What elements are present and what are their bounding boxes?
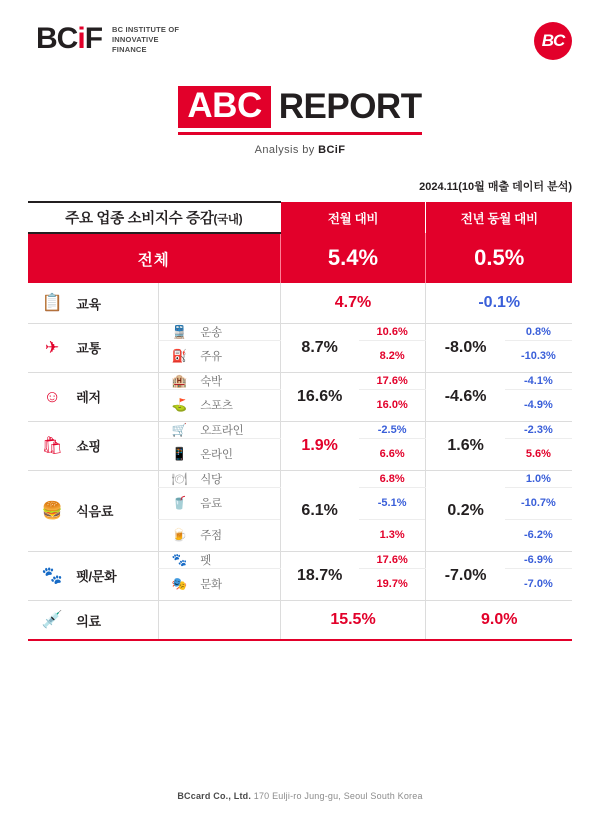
hotel-icon: 🏨 <box>158 372 200 389</box>
mom-value: 8.7% <box>280 323 359 372</box>
sub-yoy-value: -10.7% <box>505 487 572 519</box>
consumption-index-table <box>28 201 572 641</box>
total-label: 전체 <box>28 233 280 283</box>
sub-yoy-value: -2.3% <box>505 421 572 438</box>
total-mom-value: 5.4% <box>280 233 426 283</box>
sub-yoy-value: -10.3% <box>520 350 556 363</box>
category-label: 식음료 <box>76 504 114 520</box>
shopping-icon: 🛍 <box>41 435 63 455</box>
category-label: 의료 <box>76 613 101 629</box>
yoy-value: 9.0% <box>426 600 572 640</box>
sub-yoy-value: -4.9% <box>523 399 553 412</box>
table-row <box>28 323 572 340</box>
sub-mom-value: -5.1% <box>359 487 426 519</box>
mom-value: 6.1% <box>280 470 359 551</box>
table-row <box>28 551 572 568</box>
sub-mom-value: 17.6% <box>359 551 426 568</box>
education-icon: 📋 <box>41 293 63 312</box>
brand-logo <box>36 22 179 55</box>
culture-icon: 🎭 <box>158 568 200 600</box>
fuel-icon: ⛽ <box>158 340 200 372</box>
category-label: 교육 <box>76 296 101 312</box>
sub-icon-empty <box>158 600 200 640</box>
sub-yoy-value: -6.9% <box>505 551 572 568</box>
sub-yoy-value: -4.1% <box>505 372 572 389</box>
yoy-value: 1.6% <box>426 421 505 470</box>
sub-label: 주유 <box>200 351 222 364</box>
sub-label: 온라인 <box>200 449 233 462</box>
sub-yoy-value: 1.0% <box>505 470 572 487</box>
yoy-value: -7.0% <box>426 551 505 600</box>
table-row <box>28 372 572 389</box>
brand-subtitle-line-1: BC INSTITUTE OF <box>112 25 180 34</box>
sub-mom-value: 19.7% <box>376 578 408 591</box>
leisure-icon: ☺ <box>43 386 61 406</box>
sub-mom-value: -2.5% <box>359 421 426 438</box>
sub-label: 오프라인 <box>200 421 280 438</box>
yoy-value: -8.0% <box>426 323 505 372</box>
sub-yoy-value: -6.2% <box>523 529 553 542</box>
header-mom: 전월 대비 <box>280 202 426 233</box>
report-title-block <box>0 86 600 156</box>
page-header <box>0 0 600 60</box>
sub-label: 숙박 <box>200 372 280 389</box>
restaurant-icon: 🍽 <box>158 470 200 487</box>
brand-subtitle-line-2: INNOVATIVE <box>112 35 159 45</box>
report-subtitle <box>0 144 600 156</box>
sub-label: 주점 <box>200 530 222 543</box>
subtitle-prefix: Analysis by <box>254 144 319 157</box>
category-label: 펫/문화 <box>76 569 117 585</box>
online-store-icon: 📱 <box>158 438 200 470</box>
subtitle-brand: BCiF <box>318 144 346 157</box>
beverage-icon: 🥤 <box>158 487 200 519</box>
report-title <box>178 86 421 135</box>
sub-label: 스포츠 <box>200 400 233 413</box>
sub-label: 음료 <box>200 487 280 519</box>
total-yoy-value: 0.5% <box>426 233 572 283</box>
table-row <box>28 421 572 438</box>
sub-label: 식당 <box>200 470 280 487</box>
category-label: 쇼핑 <box>76 439 101 455</box>
sports-icon: ⛳ <box>158 389 200 421</box>
header-left-title <box>28 202 280 233</box>
sub-mom-value: 16.0% <box>376 399 408 412</box>
sub-mom-value: 6.6% <box>379 448 405 461</box>
header-left-main: 주요 업종 소비지수 증감 <box>65 211 214 228</box>
page-footer <box>0 791 600 801</box>
offline-store-icon: 🛒 <box>158 421 200 438</box>
pet-culture-icon: 🐾 <box>41 565 63 585</box>
bc-logo-icon: BC <box>534 22 572 60</box>
header-yoy: 전년 동월 대비 <box>426 202 572 233</box>
mom-value: 4.7% <box>280 283 426 323</box>
table-row <box>28 600 572 640</box>
table-row <box>28 470 572 487</box>
footer-company: BCcard Co., Ltd. <box>177 791 252 801</box>
train-icon: 🚆 <box>158 323 200 340</box>
sub-mom-value: 17.6% <box>359 372 426 389</box>
sub-yoy-value: 0.8% <box>505 323 572 340</box>
mom-value: 15.5% <box>280 600 426 640</box>
title-abc: ABC <box>178 86 270 128</box>
brand-mark: BCiF <box>36 21 103 55</box>
category-label: 교통 <box>76 341 101 357</box>
sub-mom-value: 8.2% <box>379 350 405 363</box>
sub-label-empty <box>200 600 280 640</box>
transport-icon: ✈ <box>45 337 60 357</box>
sub-yoy-value: 5.6% <box>525 448 551 461</box>
yoy-value: 0.2% <box>426 470 505 551</box>
brand-subtitle <box>112 22 179 55</box>
table-row <box>28 283 572 323</box>
sub-label: 운송 <box>200 323 280 340</box>
sub-icon-empty <box>158 283 200 323</box>
category-label: 레저 <box>76 390 101 406</box>
brand-subtitle-line-3: FINANCE <box>112 45 147 55</box>
sub-mom-value: 10.6% <box>359 323 426 340</box>
report-period: 2024.11(10월 매출 데이터 분석) <box>419 181 572 194</box>
mom-value: 16.6% <box>280 372 359 421</box>
yoy-value: -0.1% <box>426 283 572 323</box>
mom-value: 18.7% <box>280 551 359 600</box>
table-header-row <box>28 202 572 233</box>
sub-label: 펫 <box>200 551 280 568</box>
medical-icon: 💉 <box>41 610 63 629</box>
table-row-total <box>28 233 572 283</box>
mom-value: 1.9% <box>280 421 359 470</box>
pub-icon: 🍺 <box>158 519 200 551</box>
sub-yoy-value: -7.0% <box>523 578 553 591</box>
sub-mom-value: 6.8% <box>359 470 426 487</box>
food-icon: 🍔 <box>41 500 63 520</box>
title-report: REPORT <box>278 87 422 126</box>
sub-mom-value: 1.3% <box>379 529 405 542</box>
paw-icon: 🐾 <box>158 551 200 568</box>
sub-label: 문화 <box>200 579 222 592</box>
footer-address: 170 Eulji-ro Jung-gu, Seoul South Korea <box>253 791 423 801</box>
yoy-value: -4.6% <box>426 372 505 421</box>
sub-label-empty <box>200 283 280 323</box>
header-left-domestic: (국내) <box>213 214 243 227</box>
